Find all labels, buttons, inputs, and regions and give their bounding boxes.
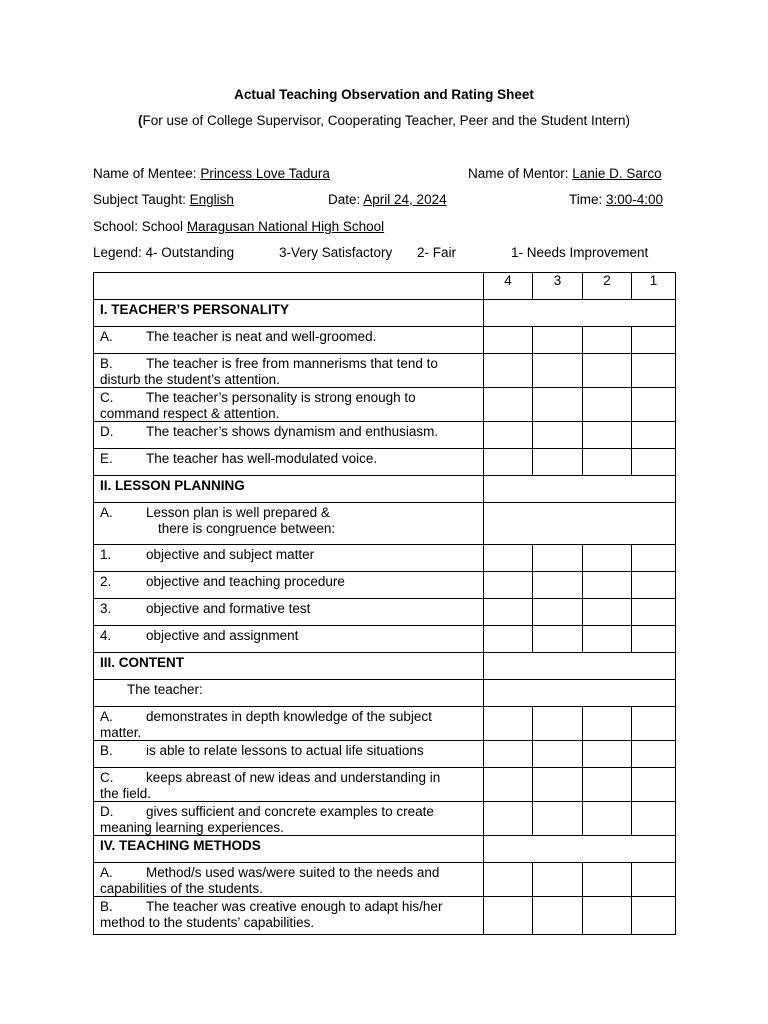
criterion-text: Lesson plan is well prepared & (146, 505, 330, 520)
rating-cell[interactable] (583, 354, 632, 388)
criterion-text: Method/s used was/were suited to the needs and (146, 865, 440, 880)
criterion-text: The teacher is neat and well-groomed. (146, 329, 377, 344)
criterion-cell (94, 768, 484, 802)
section-blank (484, 680, 676, 707)
rating-cell[interactable] (583, 327, 632, 354)
table-row (94, 449, 676, 476)
rating-cell[interactable] (632, 802, 676, 836)
rating-cell[interactable] (484, 545, 533, 572)
time-value: 3:00-4:00 (606, 192, 664, 207)
rating-cell[interactable] (583, 741, 632, 768)
rating-cell[interactable] (632, 545, 676, 572)
table-row (94, 897, 676, 935)
rating-cell[interactable] (583, 572, 632, 599)
criterion-text: gives sufficient and concrete examples to create (146, 804, 434, 819)
criterion-text: objective and subject matter (146, 547, 315, 562)
rating-col-1: 1 (632, 273, 676, 300)
criterion-key: 3. (100, 601, 112, 616)
rating-cell[interactable] (583, 626, 632, 653)
rating-cell[interactable] (583, 388, 632, 422)
legend-1: 1- Needs Improvement (511, 245, 649, 260)
rating-table (93, 272, 676, 935)
rating-cell[interactable] (533, 707, 583, 741)
legend-4: Legend: 4- Outstanding (93, 245, 235, 260)
rating-cell[interactable] (583, 863, 632, 897)
table-row (94, 626, 676, 653)
rating-cell[interactable] (632, 897, 676, 935)
criterion-key: B. (100, 899, 113, 914)
criterion-text: demonstrates in depth knowledge of the subject (146, 709, 432, 724)
rating-cell[interactable] (533, 354, 583, 388)
date-value: April 24, 2024 (363, 192, 447, 207)
time-label: Time: (569, 192, 606, 207)
rating-cell[interactable] (484, 897, 533, 935)
criterion-cell (94, 599, 484, 626)
table-row (94, 354, 676, 388)
criterion-key: 1. (100, 547, 112, 562)
table-header-row (94, 273, 676, 300)
subject-line (93, 192, 234, 207)
rating-cell[interactable] (632, 863, 676, 897)
criterion-text-cont: the field. (100, 785, 152, 801)
table-row (94, 572, 676, 599)
criterion-cell (94, 449, 484, 476)
criterion-cell (94, 388, 484, 422)
criterion-key: C. (100, 390, 114, 405)
rating-cell[interactable] (632, 768, 676, 802)
criterion-text: The teacher was creative enough to adapt his/her (146, 899, 443, 914)
criterion-key: E. (100, 451, 113, 466)
criterion-text-cont: there is congruence between: (158, 520, 336, 536)
rating-cell[interactable] (632, 388, 676, 422)
rating-cell[interactable] (632, 707, 676, 741)
mentor-value: Lanie D. Sarco (572, 166, 662, 181)
section-blank (484, 503, 676, 545)
criterion-text: The teacher’s personality is strong enough to (146, 390, 416, 405)
rating-cell[interactable] (632, 599, 676, 626)
rating-cell[interactable] (533, 388, 583, 422)
subtitle-paren: ( (137, 113, 143, 128)
section-blank (484, 836, 676, 863)
date-label: Date: (328, 192, 364, 207)
criterion-key: D. (100, 424, 114, 439)
section-title: I. TEACHER’S PERSONALITY (94, 300, 484, 327)
criterion-key: C. (100, 770, 114, 785)
rating-cell[interactable] (583, 545, 632, 572)
criterion-key: A. (100, 709, 113, 724)
mentor-line (468, 166, 662, 181)
rating-cell[interactable] (583, 707, 632, 741)
criterion-key: 2. (100, 574, 112, 589)
criterion-key: A. (100, 865, 113, 880)
school-value: Maragusan National High School (186, 219, 385, 234)
rating-cell[interactable] (484, 599, 533, 626)
school-label: School: School (93, 219, 187, 234)
rating-cell[interactable] (533, 572, 583, 599)
criterion-cell (94, 863, 484, 897)
table-row (94, 503, 676, 545)
subject-label: Subject Taught: (93, 192, 190, 207)
rating-cell[interactable] (484, 354, 533, 388)
rating-cell[interactable] (484, 327, 533, 354)
rating-col-4: 4 (484, 273, 533, 300)
criterion-text: The teacher has well-modulated voice. (146, 451, 378, 466)
table-row (94, 802, 676, 836)
rating-cell[interactable] (533, 768, 583, 802)
rating-cell[interactable] (632, 449, 676, 476)
rating-cell[interactable] (533, 802, 583, 836)
rating-cell[interactable] (632, 327, 676, 354)
table-row (94, 599, 676, 626)
section-title: II. LESSON PLANNING (94, 476, 484, 503)
criterion-text: The teacher: (127, 682, 203, 697)
criterion-key: B. (100, 743, 113, 758)
criterion-text-cont: method to the students’ capabilities. (100, 914, 315, 930)
rating-cell[interactable] (632, 572, 676, 599)
mentor-label: Name of Mentor: (468, 166, 573, 181)
rating-cell[interactable] (583, 897, 632, 935)
criterion-text: keeps abreast of new ideas and understanding in (146, 770, 441, 785)
criterion-cell (94, 572, 484, 599)
rating-cell[interactable] (533, 897, 583, 935)
rating-cell[interactable] (583, 802, 632, 836)
criterion-key: A. (100, 329, 113, 344)
criterion-cell (94, 626, 484, 653)
criterion-cell (94, 741, 484, 768)
table-row (94, 768, 676, 802)
table-row (94, 422, 676, 449)
criterion-text: objective and teaching procedure (146, 574, 345, 589)
subtitle-text: For use of College Supervisor, Cooperating Teacher, Peer and the Student Intern) (142, 113, 631, 128)
section-blank (484, 653, 676, 680)
table-row (94, 863, 676, 897)
rating-cell[interactable] (484, 626, 533, 653)
table-row (94, 545, 676, 572)
criterion-cell (94, 503, 484, 545)
section-row (94, 300, 676, 327)
document-title: Actual Teaching Observation and Rating Sheet (234, 87, 534, 102)
criterion-text-cont: capabilities of the students. (100, 880, 263, 896)
rating-cell[interactable] (484, 707, 533, 741)
criterion-cell (94, 680, 484, 707)
table-row (94, 327, 676, 354)
criterion-key: D. (100, 804, 114, 819)
section-row (94, 476, 676, 503)
criterion-cell (94, 707, 484, 741)
header-blank-cell (94, 273, 484, 300)
rating-cell[interactable] (533, 327, 583, 354)
criterion-cell (94, 327, 484, 354)
rating-col-2: 2 (583, 273, 632, 300)
rating-cell[interactable] (484, 449, 533, 476)
criterion-text: objective and formative test (146, 601, 311, 616)
mentee-label: Name of Mentee: (93, 166, 201, 181)
criterion-key: B. (100, 356, 113, 371)
rating-cell[interactable] (533, 626, 583, 653)
criterion-cell (94, 545, 484, 572)
rating-cell[interactable] (484, 741, 533, 768)
criterion-cell (94, 422, 484, 449)
rating-cell[interactable] (533, 422, 583, 449)
rating-cell[interactable] (484, 572, 533, 599)
rating-cell[interactable] (484, 863, 533, 897)
rating-cell[interactable] (632, 741, 676, 768)
criterion-cell (94, 802, 484, 836)
table-row (94, 388, 676, 422)
table-row (94, 707, 676, 741)
rating-cell[interactable] (583, 449, 632, 476)
rating-cell[interactable] (583, 422, 632, 449)
criterion-text: is able to relate lessons to actual life situations (146, 743, 424, 758)
criterion-cell (94, 354, 484, 388)
criterion-key: 4. (100, 628, 112, 643)
section-blank (484, 300, 676, 327)
rating-cell[interactable] (484, 768, 533, 802)
criterion-text: objective and assignment (146, 628, 299, 643)
date-line (328, 192, 447, 207)
table-row (94, 741, 676, 768)
time-line (569, 192, 663, 207)
rating-cell[interactable] (632, 422, 676, 449)
subject-value: English (189, 192, 234, 207)
mentee-value: Princess Love Tadura (200, 166, 330, 181)
rating-col-3: 3 (533, 273, 583, 300)
section-blank (484, 476, 676, 503)
rating-cell[interactable] (583, 768, 632, 802)
criterion-text-cont: meaning learning experiences. (100, 819, 284, 835)
criterion-text: The teacher is free from mannerisms that tend to (146, 356, 438, 371)
school-line (93, 219, 384, 234)
rating-cell[interactable] (583, 599, 632, 626)
rating-cell[interactable] (632, 354, 676, 388)
criterion-text-cont: matter. (100, 724, 142, 740)
table-row (94, 680, 676, 707)
section-row (94, 836, 676, 863)
document-subtitle (0, 113, 768, 128)
legend-3: 3-Very Satisfactory (279, 245, 393, 260)
rating-cell[interactable] (484, 422, 533, 449)
rating-cell[interactable] (533, 545, 583, 572)
criterion-text-cont: command respect & attention. (100, 405, 280, 421)
criterion-text: The teacher’s shows dynamism and enthusiasm. (146, 424, 439, 439)
rating-cell[interactable] (533, 449, 583, 476)
mentee-line (93, 166, 330, 181)
rating-cell[interactable] (484, 802, 533, 836)
rating-cell[interactable] (533, 741, 583, 768)
criterion-key: A. (100, 505, 113, 520)
section-title: III. CONTENT (94, 653, 484, 680)
rating-cell[interactable] (484, 388, 533, 422)
legend-2: 2- Fair (417, 245, 457, 260)
section-title: IV. TEACHING METHODS (94, 836, 484, 863)
criterion-text-cont: disturb the student’s attention. (100, 371, 280, 387)
rating-cell[interactable] (533, 863, 583, 897)
criterion-cell (94, 897, 484, 935)
rating-cell[interactable] (533, 599, 583, 626)
section-row (94, 653, 676, 680)
rating-cell[interactable] (632, 626, 676, 653)
